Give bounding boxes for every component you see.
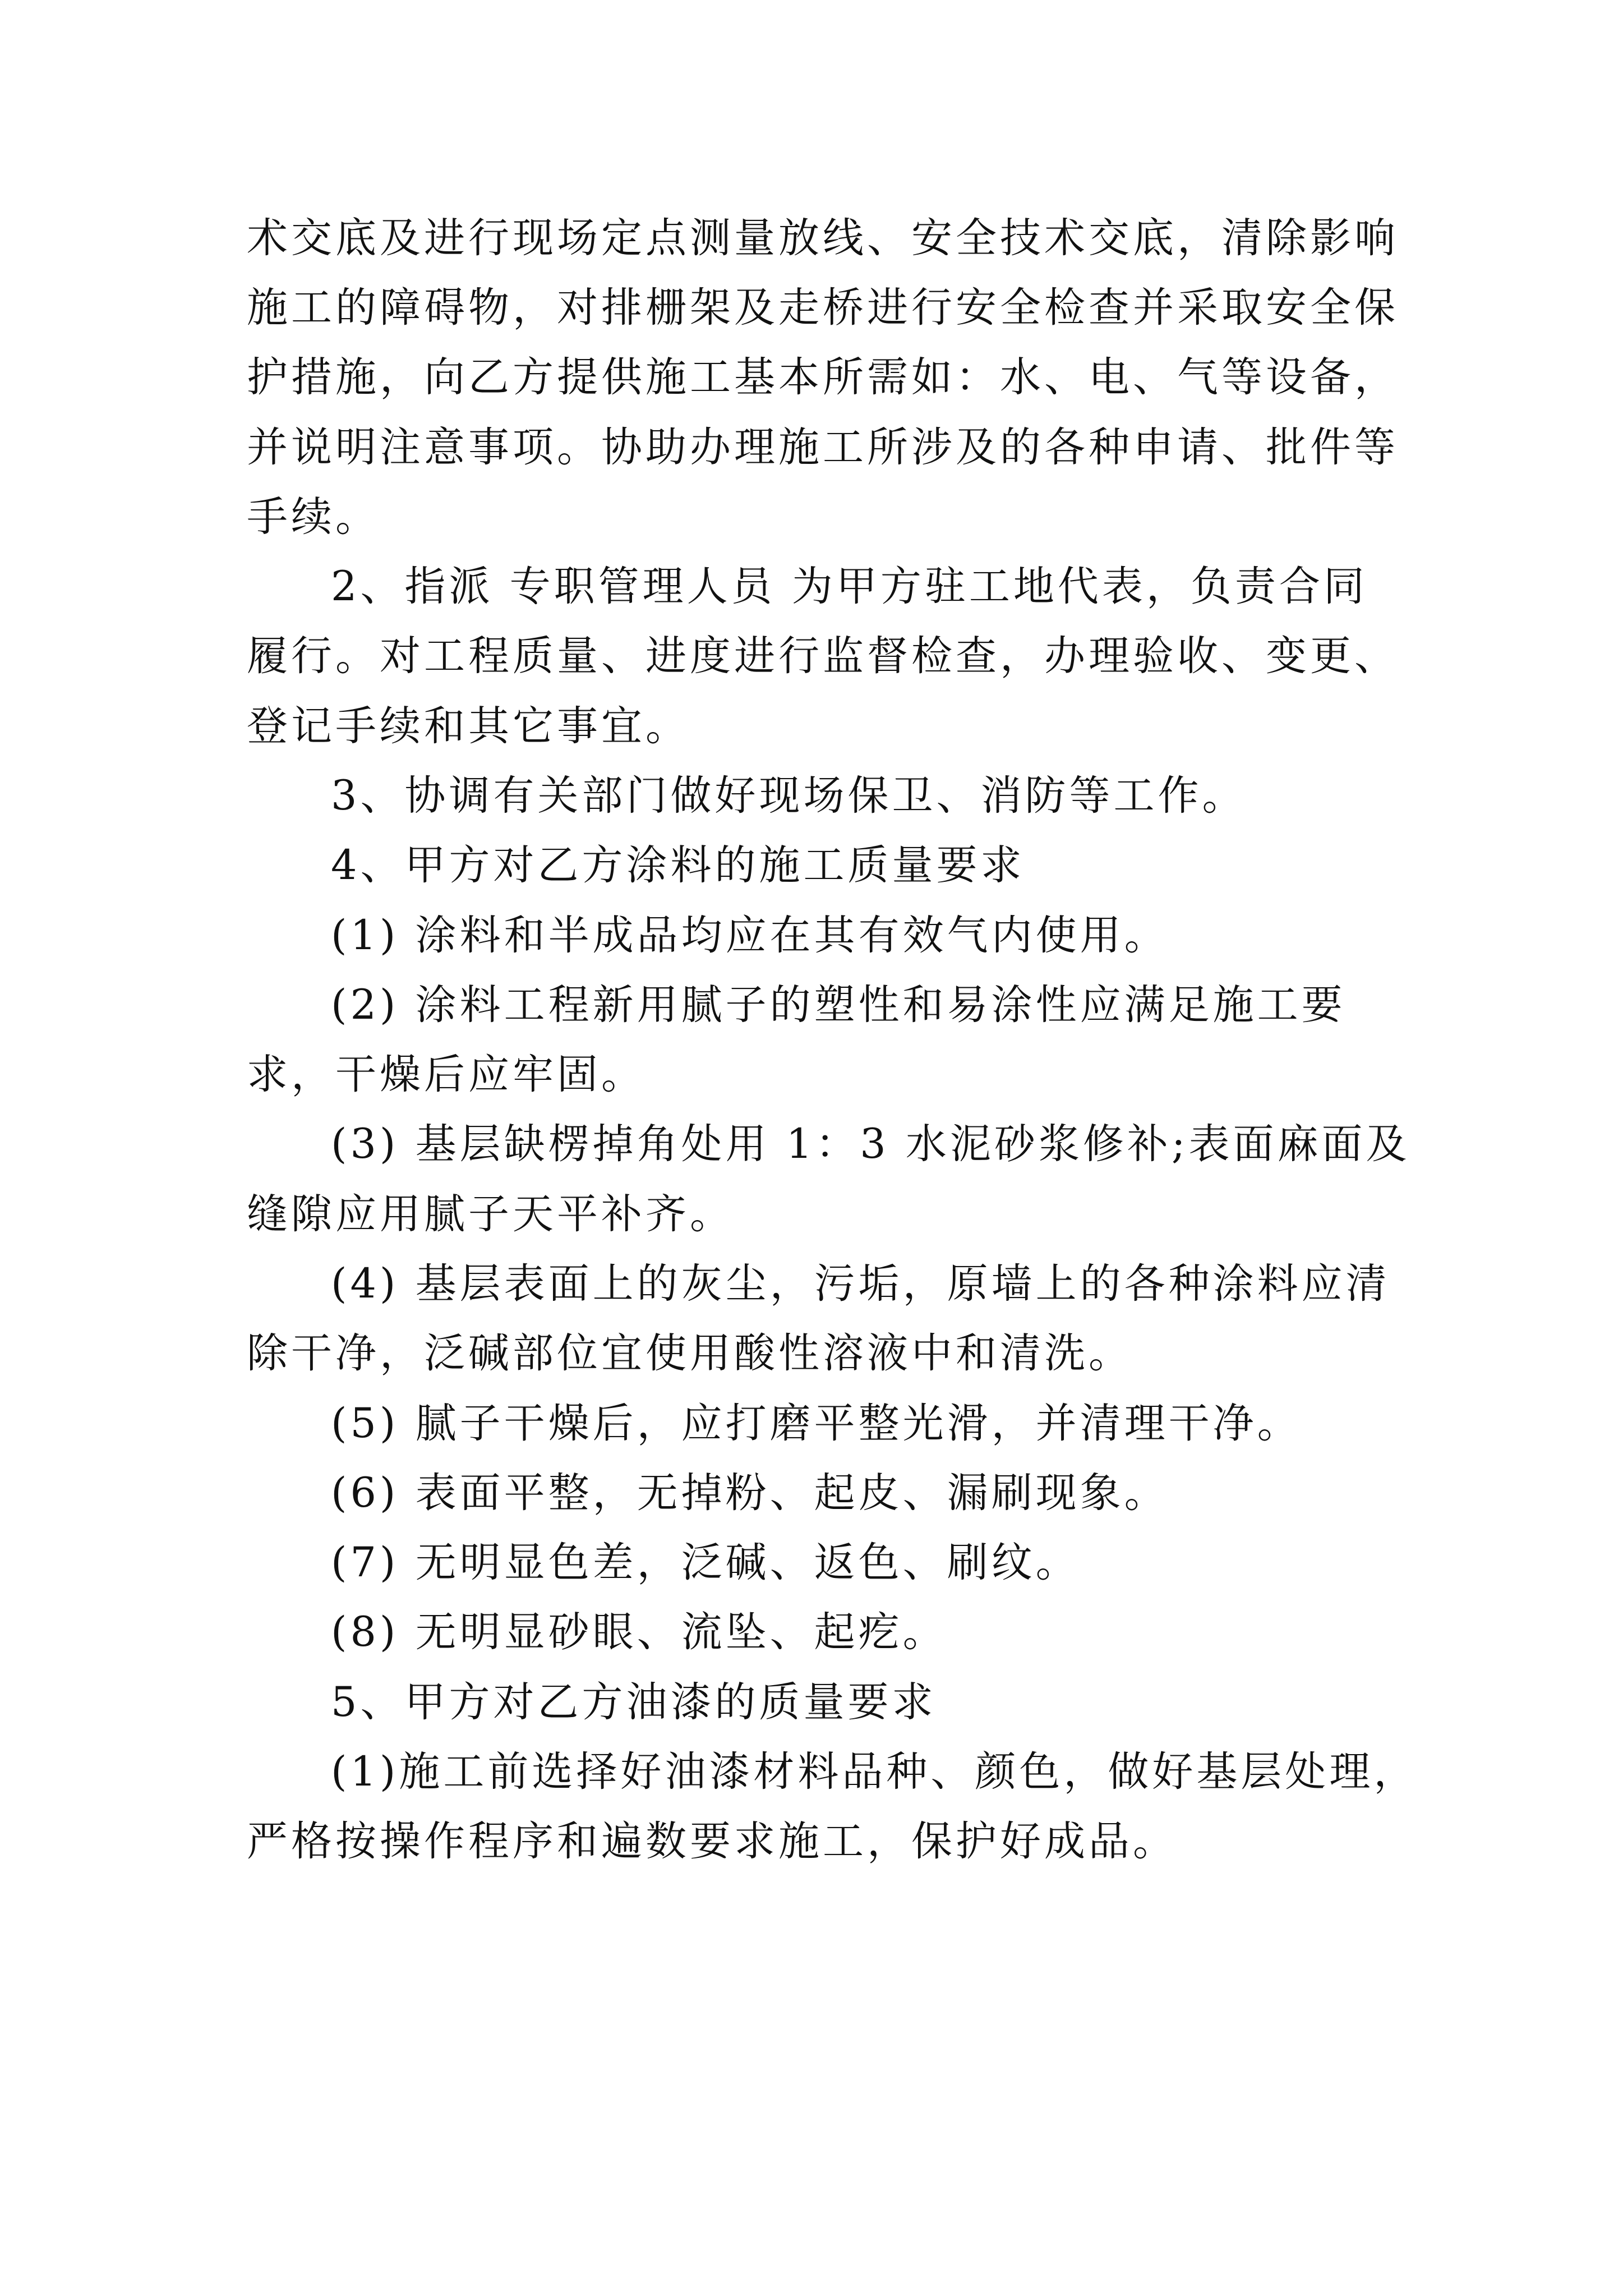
- text-line: 求，干燥后应牢固。: [247, 1051, 645, 1098]
- text-line: 施工的障碍物，对排栅架及走桥进行安全检查并采取安全保: [247, 284, 1399, 332]
- text-line: 并说明注意事项。协助办理施工所涉及的各种申请、批件等: [247, 424, 1399, 471]
- text-line: 缝隙应用腻子天平补齐。: [247, 1190, 734, 1238]
- text-line: 登记手续和其它事宜。: [247, 702, 690, 750]
- text-line: 护措施，向乙方提供施工基本所需如：水、电、气等设备，: [247, 353, 1399, 401]
- text-line: (7) 无明显色差，泛碱、返色、刷纹。: [331, 1539, 1080, 1586]
- text-line: (3) 基层缺楞掉角处用 1：3 水泥砂浆修补;表面麻面及: [331, 1120, 1410, 1168]
- text-line: 手续。: [247, 493, 380, 541]
- text-line: (1) 涂料和半成品均应在其有效气内使用。: [331, 912, 1169, 959]
- text-line: (2) 涂料工程新用腻子的塑性和易涂性应满足施工要: [331, 981, 1346, 1029]
- text-line: 5、甲方对乙方油漆的质量要求: [331, 1678, 937, 1726]
- text-line: (8) 无明显砂眼、流坠、起疙。: [331, 1608, 947, 1656]
- text-line: 3、协调有关部门做好现场保卫、消防等工作。: [331, 772, 1247, 820]
- text-line: 术交底及进行现场定点测量放线、安全技术交底，清除影响: [247, 214, 1399, 262]
- text-line: 履行。对工程质量、进度进行监督检查，办理验收、变更、: [247, 632, 1399, 680]
- text-line: 4、甲方对乙方涂料的施工质量要求: [331, 841, 1025, 889]
- text-line: 2、指派 专职管理人员 为甲方驻工地代表，负责合同: [331, 563, 1368, 610]
- text-line: (5) 腻子干燥后，应打磨平整光滑，并清理干净。: [331, 1400, 1302, 1447]
- text-line: (4) 基层表面上的灰尘，污垢，原墙上的各种涂料应清: [331, 1260, 1390, 1308]
- text-line: (6) 表面平整，无掉粉、起皮、漏刷现象。: [331, 1469, 1169, 1517]
- text-line: (1)施工前选择好油漆材料品种、颜色，做好基层处理，: [331, 1748, 1418, 1796]
- text-line: 严格按操作程序和遍数要求施工，保护好成品。: [247, 1818, 1177, 1865]
- text-line: 除干净，泛碱部位宜使用酸性溶液中和清洗。: [247, 1329, 1133, 1377]
